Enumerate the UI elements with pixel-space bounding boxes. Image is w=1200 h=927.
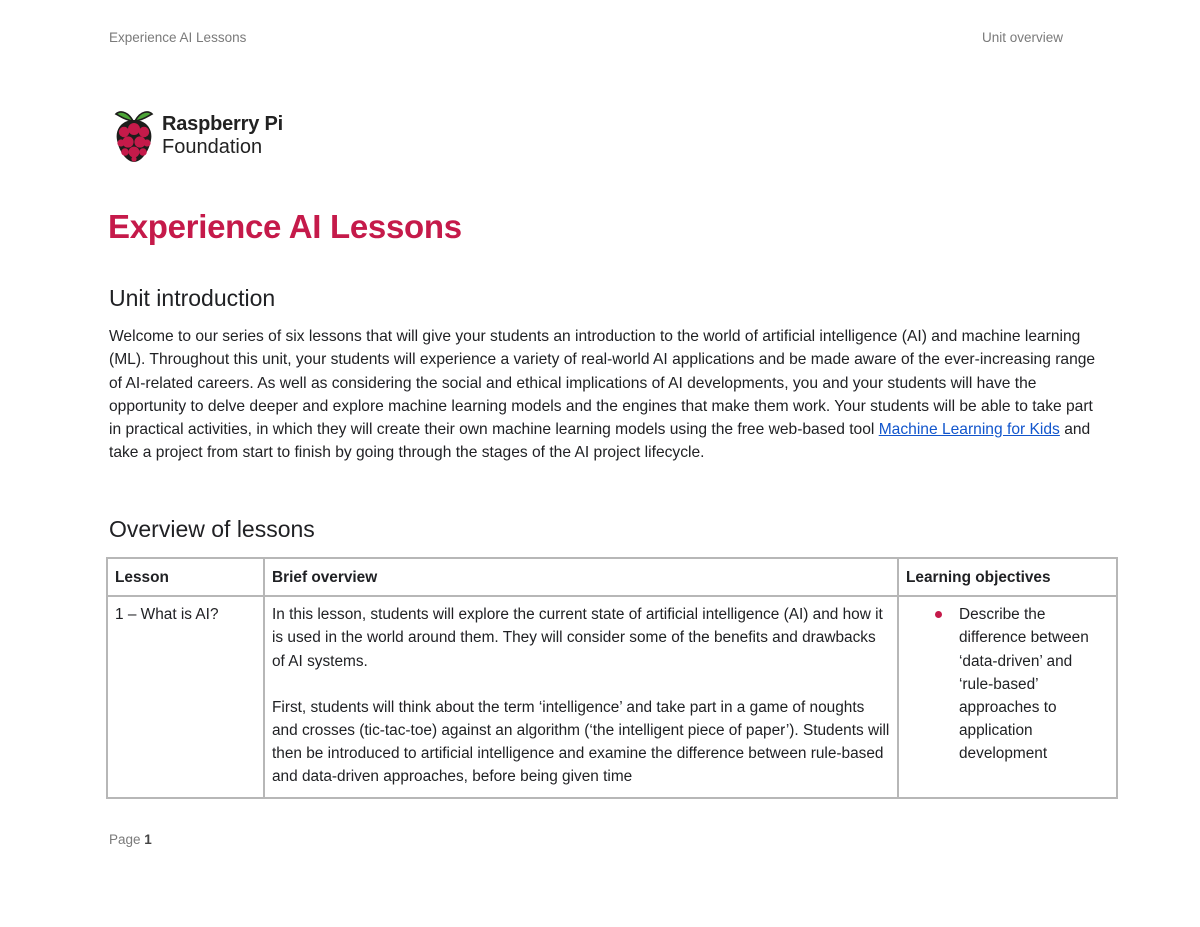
lessons-table — [106, 557, 1118, 799]
overview-paragraph: First, students will think about the term ‘intelligence’ and take part in a game of noughts and crosses (tic-tac-toe) against an algorithm (‘the intelligent piece of paper’). Students will then be introduced to artificial intelligence and examine the difference between rule-based and data-driven approaches, before being given time — [272, 698, 890, 786]
page-footer — [109, 832, 152, 847]
overview-cell — [264, 596, 898, 797]
table-row — [107, 596, 1117, 797]
column-header-lesson: Lesson — [107, 558, 264, 596]
running-header-section: Unit overview — [982, 30, 1064, 45]
bullet-icon — [935, 611, 942, 618]
page-number: 1 — [144, 832, 152, 847]
column-header-brief-overview: Brief overview — [264, 558, 898, 596]
overview-of-lessons-heading: Overview of lessons — [109, 516, 315, 542]
column-header-learning-objectives: Learning objectives — [898, 558, 1117, 596]
raspberry-pi-foundation-logo — [113, 108, 313, 166]
raspberry-icon — [113, 108, 155, 164]
page-title: Experience AI Lessons — [108, 208, 462, 245]
unit-introduction-heading: Unit introduction — [109, 285, 276, 311]
logo-line-2: Foundation — [162, 136, 263, 158]
machine-learning-for-kids-link[interactable]: Machine Learning for Kids — [878, 421, 1060, 439]
page-label: Page — [109, 832, 141, 847]
table-header-row — [107, 558, 1117, 596]
running-header-title: Experience AI Lessons — [109, 30, 247, 45]
intro-text-part-2: and take a project from start to finish by going through the stages of the AI project lifecycle. — [109, 421, 1091, 462]
overview-paragraph: In this lesson, students will explore the current state of artificial intelligence (AI) and how it is used in the world around them. They will consider some of the benefits and drawbacks of AI systems. — [272, 606, 883, 670]
objective-list-item — [930, 603, 1109, 765]
objectives-cell — [898, 596, 1117, 797]
intro-text-part-1: Welcome to our series of six lessons that will give your students an introduction to the world of artificial intelligence (AI) and machine learning (ML). Throughout this unit, your students will experience a variety of real-world AI applications and be made aware of the ever-increasing range of AI-related careers. As well as considering the social and ethical implications of AI developments, you and your students will have the opportunity to delve deeper and explore machine learning models and the engines that make them work. Your students will be able to take part in practical activities, in which they will create their own machine learning models using the free web-based tool — [109, 328, 1096, 439]
lesson-cell: 1 – What is AI? — [107, 596, 264, 797]
logo-line-1: Raspberry Pi — [162, 113, 283, 135]
objective-text: Describe the difference between ‘data-driven’ and ‘rule-based’ approaches to application development — [959, 606, 1089, 763]
unit-introduction-paragraph — [109, 325, 1109, 465]
